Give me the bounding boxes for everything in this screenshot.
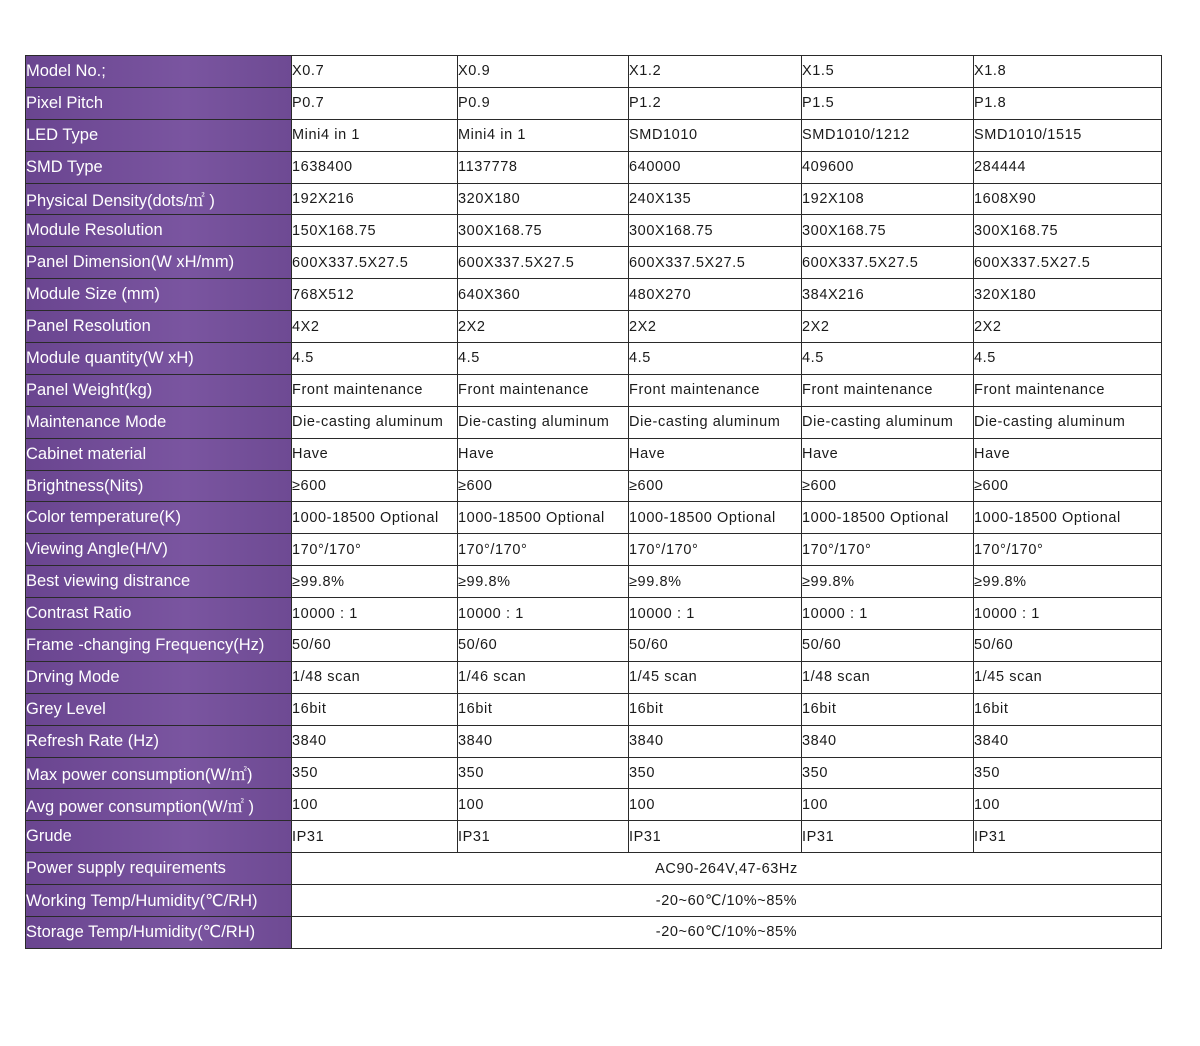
spec-cell: ≥600: [458, 470, 629, 502]
spec-cell: 100: [802, 789, 974, 821]
spec-cell: IP31: [802, 821, 974, 853]
spec-cell: 1/45 scan: [629, 661, 802, 693]
row-label: Refresh Rate (Hz): [26, 725, 292, 757]
spec-cell: 4.5: [974, 343, 1162, 375]
spec-cell: 3840: [802, 725, 974, 757]
spec-cell: 170°/170°: [802, 534, 974, 566]
spec-cell: 1/48 scan: [292, 661, 458, 693]
spec-row: [26, 502, 1162, 534]
spec-row-merged: [26, 917, 1162, 949]
spec-cell: 4.5: [458, 343, 629, 375]
spec-cell: 100: [629, 789, 802, 821]
spec-cell: 170°/170°: [974, 534, 1162, 566]
row-label: Panel Dimension(W xH/mm): [26, 247, 292, 279]
spec-cell: 10000 : 1: [974, 598, 1162, 630]
spec-cell: IP31: [458, 821, 629, 853]
spec-cell: 1/48 scan: [802, 661, 974, 693]
row-label: Cabinet material: [26, 438, 292, 470]
spec-cell: 10000 : 1: [629, 598, 802, 630]
spec-cell: 3840: [974, 725, 1162, 757]
spec-cell: ≥99.8%: [458, 566, 629, 598]
spec-row: [26, 151, 1162, 183]
spec-cell: Front maintenance: [458, 374, 629, 406]
spec-row: [26, 56, 1162, 88]
spec-cell: 10000 : 1: [458, 598, 629, 630]
spec-cell: 600X337.5X27.5: [974, 247, 1162, 279]
spec-row: [26, 757, 1162, 789]
spec-cell: 10000 : 1: [292, 598, 458, 630]
spec-cell: 350: [629, 757, 802, 789]
spec-cell: 1608X90: [974, 183, 1162, 215]
spec-cell: 192X216: [292, 183, 458, 215]
spec-cell: Front maintenance: [629, 374, 802, 406]
spec-cell: 1000-18500 Optional: [974, 502, 1162, 534]
spec-cell: 768X512: [292, 279, 458, 311]
spec-cell: 1137778: [458, 151, 629, 183]
row-label: Module Resolution: [26, 215, 292, 247]
spec-row: [26, 566, 1162, 598]
spec-cell: Die-casting aluminum: [974, 406, 1162, 438]
row-label: Grey Level: [26, 693, 292, 725]
spec-row: [26, 215, 1162, 247]
spec-row: [26, 406, 1162, 438]
spec-cell: 4.5: [292, 343, 458, 375]
spec-cell: 4.5: [629, 343, 802, 375]
row-label: Best viewing distrance: [26, 566, 292, 598]
merged-cell: AC90-264V,47-63Hz: [292, 853, 1162, 885]
spec-row: [26, 343, 1162, 375]
spec-cell: 1000-18500 Optional: [802, 502, 974, 534]
spec-cell: ≥99.8%: [974, 566, 1162, 598]
spec-cell: 600X337.5X27.5: [629, 247, 802, 279]
merged-cell: -20~60℃/10%~85%: [292, 885, 1162, 917]
spec-cell: 50/60: [802, 630, 974, 662]
spec-cell: 2X2: [802, 311, 974, 343]
spec-cell: ≥600: [802, 470, 974, 502]
spec-row: [26, 693, 1162, 725]
spec-row-merged: [26, 853, 1162, 885]
spec-cell: Have: [458, 438, 629, 470]
row-label: Panel Resolution: [26, 311, 292, 343]
spec-cell: 3840: [629, 725, 802, 757]
spec-cell: 2X2: [458, 311, 629, 343]
spec-cell: P0.7: [292, 87, 458, 119]
spec-row: [26, 374, 1162, 406]
merged-cell: -20~60℃/10%~85%: [292, 917, 1162, 949]
row-label: Model No.;: [26, 56, 292, 88]
spec-cell: 1/46 scan: [458, 661, 629, 693]
spec-cell: 1000-18500 Optional: [458, 502, 629, 534]
spec-row: [26, 279, 1162, 311]
row-label: Storage Temp/Humidity(℃/RH): [26, 917, 292, 949]
spec-cell: Have: [802, 438, 974, 470]
spec-cell: P1.5: [802, 87, 974, 119]
spec-table: [25, 55, 1162, 949]
spec-cell: IP31: [974, 821, 1162, 853]
spec-row: [26, 183, 1162, 215]
spec-row: [26, 630, 1162, 662]
spec-cell: IP31: [629, 821, 802, 853]
spec-cell: 150X168.75: [292, 215, 458, 247]
spec-table-body: [26, 56, 1162, 949]
spec-cell: ≥99.8%: [629, 566, 802, 598]
spec-cell: 2X2: [974, 311, 1162, 343]
spec-cell: 16bit: [292, 693, 458, 725]
spec-cell: X1.5: [802, 56, 974, 88]
spec-row: [26, 821, 1162, 853]
spec-cell: 350: [802, 757, 974, 789]
row-label: Physical Density(dots/㎡ ): [26, 183, 292, 215]
spec-cell: Have: [974, 438, 1162, 470]
spec-cell: 300X168.75: [802, 215, 974, 247]
row-label: Pixel Pitch: [26, 87, 292, 119]
spec-cell: 100: [974, 789, 1162, 821]
spec-cell: 3840: [458, 725, 629, 757]
spec-cell: X1.2: [629, 56, 802, 88]
spec-cell: ≥600: [974, 470, 1162, 502]
row-label: Grude: [26, 821, 292, 853]
spec-cell: 350: [292, 757, 458, 789]
spec-row: [26, 789, 1162, 821]
row-label: Contrast Ratio: [26, 598, 292, 630]
spec-cell: 16bit: [974, 693, 1162, 725]
spec-row-merged: [26, 885, 1162, 917]
spec-cell: Mini4 in 1: [458, 119, 629, 151]
spec-cell: X0.9: [458, 56, 629, 88]
row-label: Max power consumption(W/㎡): [26, 757, 292, 789]
spec-cell: 170°/170°: [458, 534, 629, 566]
spec-cell: 1/45 scan: [974, 661, 1162, 693]
spec-cell: 100: [458, 789, 629, 821]
row-label: Module quantity(W xH): [26, 343, 292, 375]
row-label: Color temperature(K): [26, 502, 292, 534]
spec-cell: 3840: [292, 725, 458, 757]
spec-cell: X1.8: [974, 56, 1162, 88]
spec-cell: 16bit: [458, 693, 629, 725]
spec-cell: 50/60: [458, 630, 629, 662]
spec-cell: 600X337.5X27.5: [458, 247, 629, 279]
spec-row: [26, 470, 1162, 502]
row-label: Working Temp/Humidity(℃/RH): [26, 885, 292, 917]
spec-cell: 100: [292, 789, 458, 821]
spec-cell: 320X180: [458, 183, 629, 215]
spec-cell: 170°/170°: [629, 534, 802, 566]
spec-cell: 480X270: [629, 279, 802, 311]
spec-cell: 384X216: [802, 279, 974, 311]
spec-cell: 350: [974, 757, 1162, 789]
spec-cell: 50/60: [629, 630, 802, 662]
row-label: Viewing Angle(H/V): [26, 534, 292, 566]
spec-cell: Have: [629, 438, 802, 470]
spec-cell: ≥600: [292, 470, 458, 502]
spec-cell: Die-casting aluminum: [802, 406, 974, 438]
spec-cell: Have: [292, 438, 458, 470]
row-label: Module Size (mm): [26, 279, 292, 311]
spec-cell: 170°/170°: [292, 534, 458, 566]
row-label: Drving Mode: [26, 661, 292, 693]
spec-row: [26, 725, 1162, 757]
spec-cell: Die-casting aluminum: [458, 406, 629, 438]
row-label: Brightness(Nits): [26, 470, 292, 502]
spec-cell: P0.9: [458, 87, 629, 119]
spec-cell: 50/60: [974, 630, 1162, 662]
row-label: LED Type: [26, 119, 292, 151]
spec-cell: 4.5: [802, 343, 974, 375]
spec-cell: 284444: [974, 151, 1162, 183]
spec-cell: 320X180: [974, 279, 1162, 311]
spec-cell: IP31: [292, 821, 458, 853]
spec-cell: SMD1010/1212: [802, 119, 974, 151]
spec-cell: ≥99.8%: [802, 566, 974, 598]
spec-cell: ≥600: [629, 470, 802, 502]
spec-cell: Die-casting aluminum: [292, 406, 458, 438]
spec-cell: P1.2: [629, 87, 802, 119]
spec-cell: 1000-18500 Optional: [629, 502, 802, 534]
spec-cell: 16bit: [629, 693, 802, 725]
row-label: Maintenance Mode: [26, 406, 292, 438]
spec-cell: 240X135: [629, 183, 802, 215]
spec-cell: 640X360: [458, 279, 629, 311]
spec-cell: 600X337.5X27.5: [802, 247, 974, 279]
spec-row: [26, 247, 1162, 279]
spec-cell: 192X108: [802, 183, 974, 215]
spec-row: [26, 119, 1162, 151]
spec-cell: 1638400: [292, 151, 458, 183]
spec-cell: Front maintenance: [802, 374, 974, 406]
spec-cell: X0.7: [292, 56, 458, 88]
row-label: Avg power consumption(W/㎡ ): [26, 789, 292, 821]
spec-cell: Mini4 in 1: [292, 119, 458, 151]
spec-cell: Front maintenance: [974, 374, 1162, 406]
spec-cell: 1000-18500 Optional: [292, 502, 458, 534]
spec-row: [26, 311, 1162, 343]
spec-row: [26, 438, 1162, 470]
spec-row: [26, 87, 1162, 119]
spec-cell: P1.8: [974, 87, 1162, 119]
spec-cell: 300X168.75: [629, 215, 802, 247]
row-label: Panel Weight(kg): [26, 374, 292, 406]
spec-cell: SMD1010: [629, 119, 802, 151]
spec-cell: Die-casting aluminum: [629, 406, 802, 438]
row-label: Power supply requirements: [26, 853, 292, 885]
spec-row: [26, 661, 1162, 693]
spec-cell: ≥99.8%: [292, 566, 458, 598]
row-label: Frame -changing Frequency(Hz): [26, 630, 292, 662]
spec-cell: 640000: [629, 151, 802, 183]
spec-row: [26, 534, 1162, 566]
spec-cell: 350: [458, 757, 629, 789]
row-label: SMD Type: [26, 151, 292, 183]
spec-cell: 300X168.75: [458, 215, 629, 247]
spec-cell: 300X168.75: [974, 215, 1162, 247]
spec-cell: 600X337.5X27.5: [292, 247, 458, 279]
spec-cell: SMD1010/1515: [974, 119, 1162, 151]
spec-cell: 50/60: [292, 630, 458, 662]
spec-cell: 16bit: [802, 693, 974, 725]
spec-cell: 10000 : 1: [802, 598, 974, 630]
spec-cell: 2X2: [629, 311, 802, 343]
spec-cell: 4X2: [292, 311, 458, 343]
spec-cell: Front maintenance: [292, 374, 458, 406]
spec-cell: 409600: [802, 151, 974, 183]
spec-row: [26, 598, 1162, 630]
